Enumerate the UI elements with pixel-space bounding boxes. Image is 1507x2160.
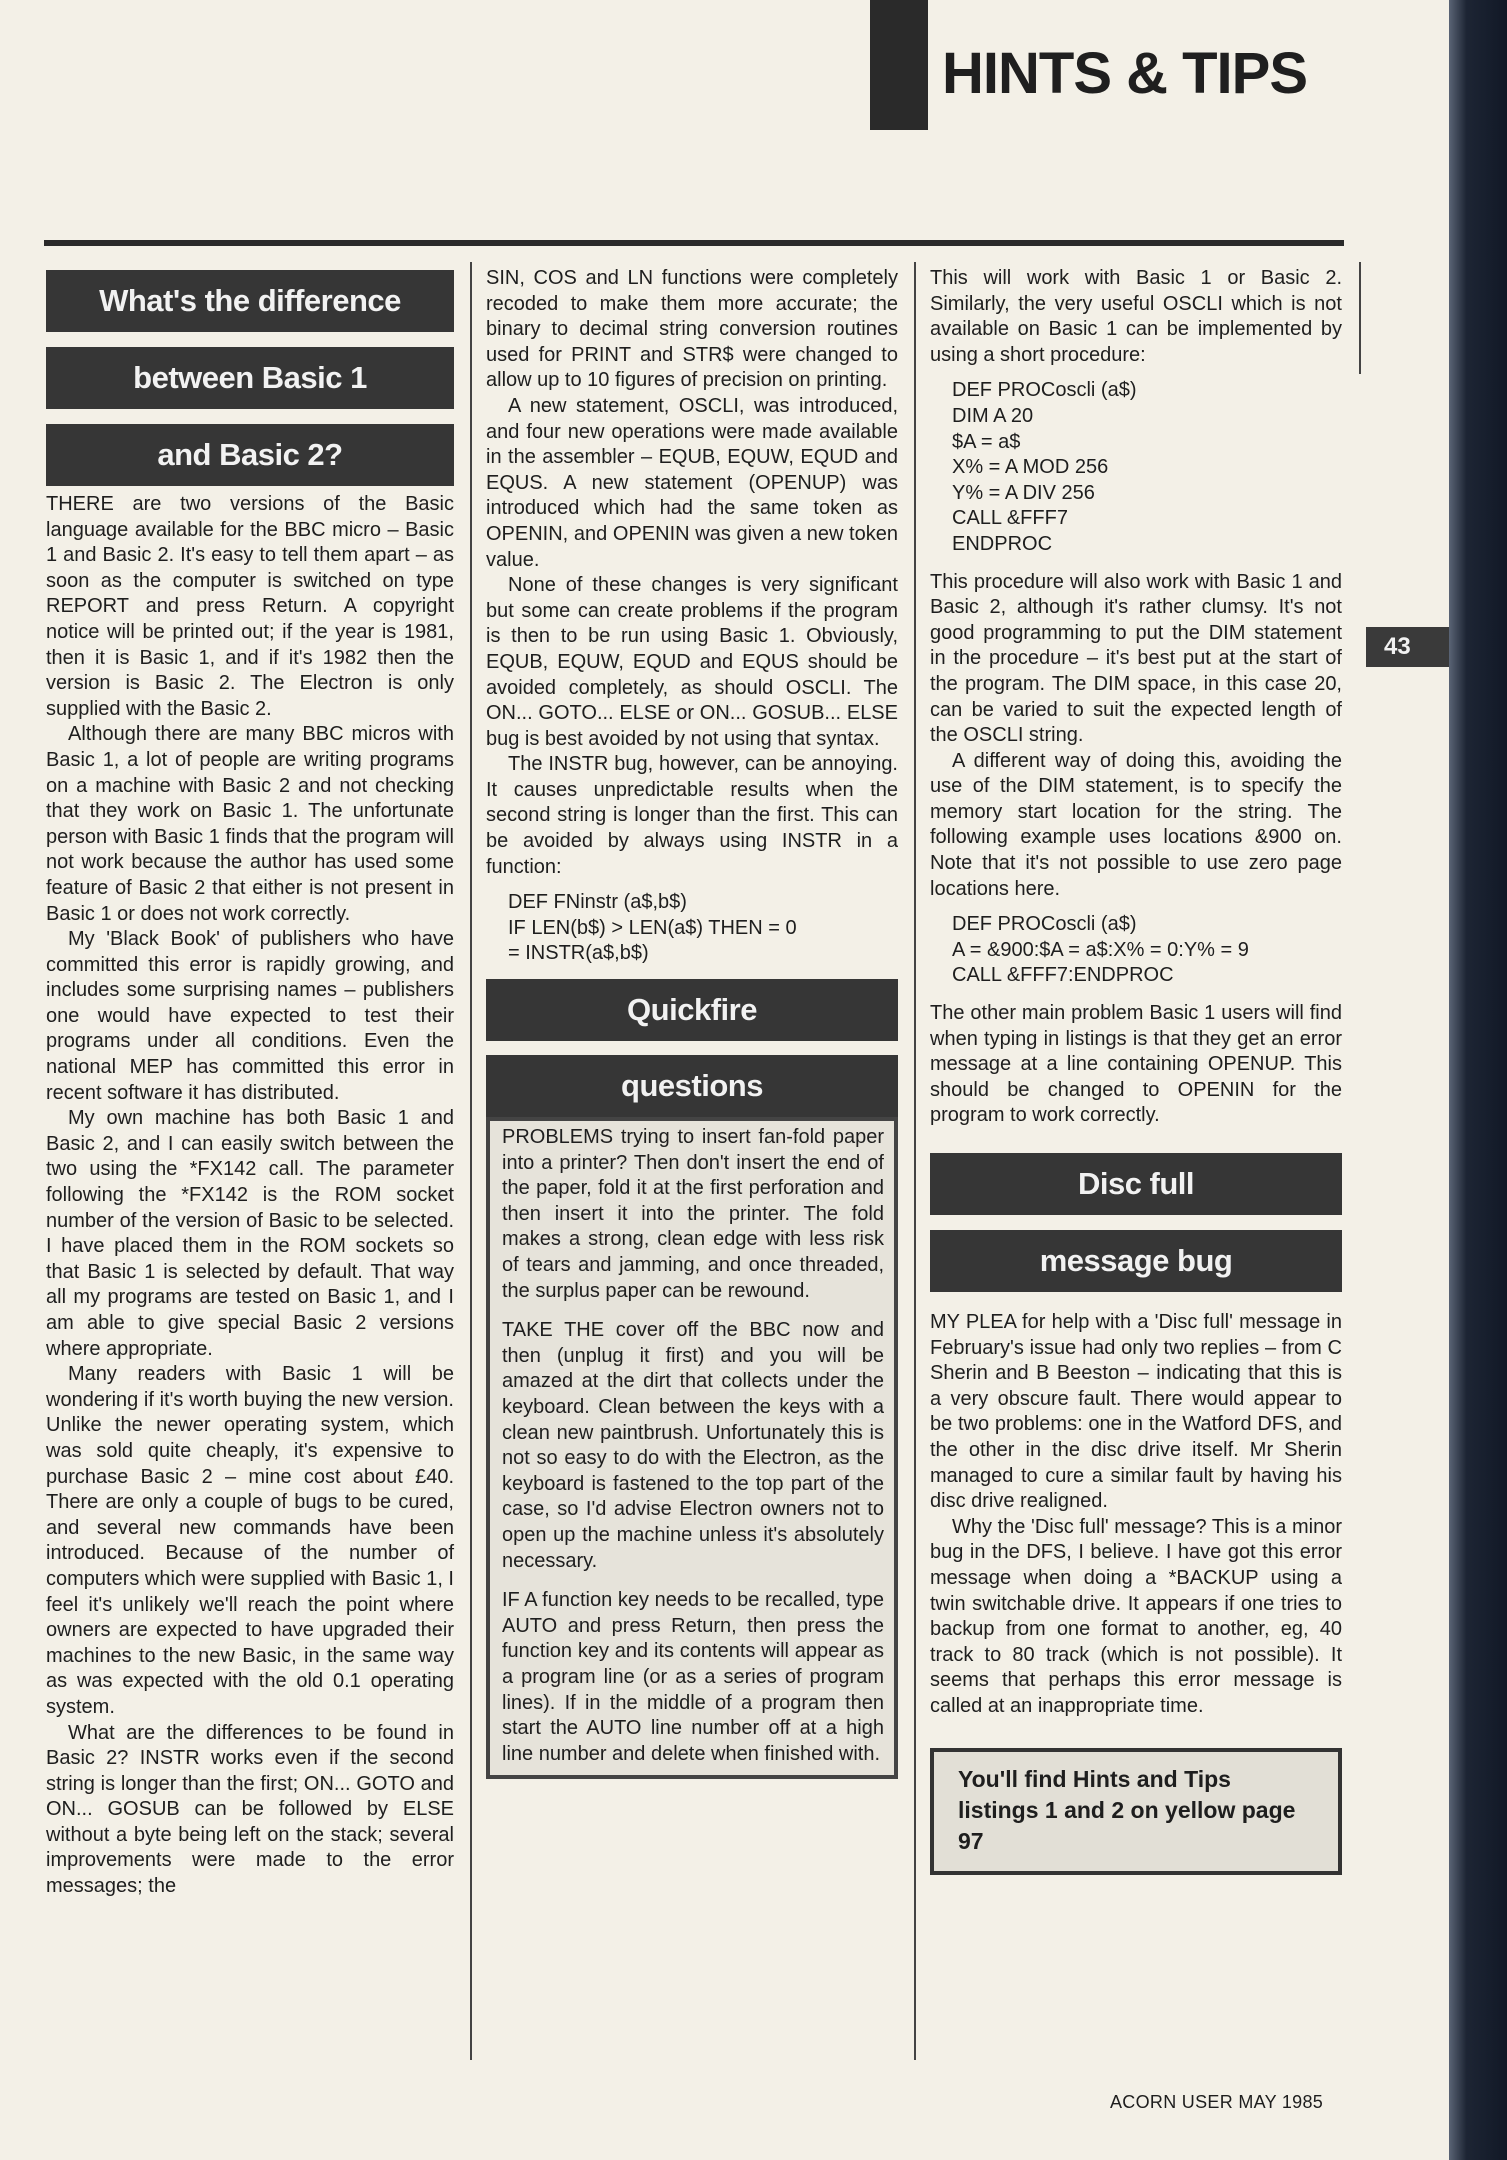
code-line: DEF FNinstr (a$,b$) (508, 891, 687, 914)
magazine-spine-edge (1449, 0, 1507, 2160)
paragraph: A new statement, OSCLI, was introduced, and four new operations were made available in the assembler – EQUB, EQUW, EQUD and EQUS. A new statement (OPENUP) was introduced which had the same token as OPENIN, and OPENIN was given a new token value. (486, 394, 898, 571)
code-line: DEF PROCoscli (a$) (952, 913, 1137, 936)
code-line: A = &900:$A = a$:X% = 0:Y% = 9 (952, 938, 1249, 961)
paragraph: The other main problem Basic 1 users will find when typing in listings is that they get an error message at a line containing OPENUP. This should be changed to OPENIN for the program to work correctly. (930, 1002, 1342, 1127)
quickfire-heading (486, 979, 898, 1117)
disc-full-heading: message bug (930, 1230, 1342, 1292)
code-line: DIM A 20 (952, 404, 1034, 427)
paragraph: Why the 'Disc full' message? This is a minor bug in the DFS, I believe. I have got this error message when doing a *BACKUP using a twin switchable drive. It appears if one tries to backup from one format to another, eg, 40 track to 80 track (which is not possible). It seems that perhaps this error message is called at an inappropriate time. (930, 1515, 1342, 1717)
header-rule (44, 240, 1344, 246)
article-heading: and Basic 2? (46, 424, 454, 486)
column-divider (1359, 262, 1361, 374)
code-line: $A = a$ (952, 430, 1021, 453)
article-heading: between Basic 1 (46, 347, 454, 409)
paragraph: This procedure will also work with Basic 1 and Basic 2, although it's rather clumsy. It's not good programming to put the DIM statement in the procedure – it's best put at the start of the program. The DIM space, in this case 20, can be varied to suit the expected length of the OSCLI string. (930, 570, 1342, 747)
paragraph: None of these changes is very significant but some can create problems if the program is then to be run using Basic 1. Obviously, EQUB, EQUW, EQUD and EQUS should be avoided completely, as should OSCLI. The ON... GOTO... ELSE or ON... GOSUB... ELSE bug is best avoided by not using that syntax. (486, 574, 898, 750)
paragraph: Although there are many BBC micros with Basic 1, a lot of people are writing programs on a machine with Basic 2 and not checking that they work on Basic 1. The unfortunate person with Basic 1 finds that the program will not work because the author has used some feature of Basic 2 that either is not present in Basic 1 or does not work correctly. (46, 723, 454, 925)
page-number: 43 (1366, 627, 1449, 667)
column-divider (914, 262, 916, 2060)
column-2 (486, 266, 898, 1779)
paragraph: What are the differences to be found in Basic 2? INSTR works even if the second string is longer than the first; ON... GOTO and ON... GOSUB can be followed by ELSE without a byte being left on the stack; several improvements were made to the error messages; the (46, 1721, 454, 1898)
quickfire-tip: IF A function key needs to be recalled, type AUTO and press Return, then press the function key and its contents will appear as a program line (or as a series of program lines). If in the middle of a program then start the AUTO line number off at a high line number and delete when finished with. (502, 1589, 884, 1765)
column-1 (46, 270, 454, 1900)
paragraph: Many readers with Basic 1 will be wondering if it's worth buying the new version. Unlike the newer operating system, which was sold quite cheaply, it's expensive to purchase Basic 2 – mine cost about £40. There are only a couple of bugs to be cured, and several new commands have been introduced. Because of the number of computers which were supplied with Basic 1, I feel it's unlikely we'll reach the point where owners are expected to have upgraded their machines to the new Basic, in the same way as was expected with the old 0.1 operating system. (46, 1363, 454, 1718)
code-line: X% = A MOD 256 (952, 456, 1109, 479)
code-line: IF LEN(b$) > LEN(a$) THEN = 0 (508, 916, 797, 939)
column-divider (470, 262, 472, 2060)
code-listing (930, 378, 1342, 557)
column-3 (930, 266, 1342, 1875)
paragraph: SIN, COS and LN functions were completely recoded to make them more accurate; the binary to decimal string conversion routines used for PRINT and STR$ were changed to allow up to 10 figures of precision on printing. (486, 267, 898, 392)
quickfire-heading-line: questions (486, 1055, 898, 1117)
code-line: DEF PROCoscli (a$) (952, 379, 1137, 402)
quickfire-box (486, 1117, 898, 1779)
code-line: CALL &FFF7 (952, 507, 1068, 530)
section-masthead: HINTS & TIPS (942, 41, 1308, 106)
paragraph: This will work with Basic 1 or Basic 2. Similarly, the very useful OSCLI which is not available on Basic 1 can be implemented by using a short procedure: (930, 267, 1342, 366)
quickfire-tip: TAKE THE cover off the BBC now and then (unplug it first) and you will be amazed at the dirt that collects under the keyboard. Clean between the keys with a clean new paintbrush. Unfortunately this is not so easy to do with the Electron, as the keyboard is fastened to the top part of the case, so I'd advise Electron owners not to open up the machine unless it's absolutely necessary. (502, 1319, 884, 1572)
paragraph: MY PLEA for help with a 'Disc full' message in February's issue had only two replies – from C Sherin and B Beeston – indicating that this is a very obscure fault. There would appear to be two problems: one in the Watford DFS, and the other in the disc drive itself. Mr Sherin managed to cure a similar fault by having his disc drive realigned. (930, 1311, 1342, 1513)
page-footer: ACORN USER MAY 1985 (1110, 2092, 1324, 2112)
article-heading: What's the difference (46, 270, 454, 332)
listings-note-box: You'll find Hints and Tips listings 1 and 2 on yellow page 97 (930, 1748, 1342, 1875)
code-listing (930, 912, 1342, 989)
quickfire-heading-line: Quickfire (486, 979, 898, 1041)
code-listing (486, 890, 898, 967)
code-line: CALL &FFF7:ENDPROC (952, 964, 1174, 987)
masthead-block (870, 0, 928, 130)
paragraph: THERE are two versions of the Basic language available for the BBC micro – Basic 1 and Basic 2. It's easy to tell them apart – as soon as the computer is switched on type REPORT and press Return. A copyright notice will be printed out; if the year is 1981, then it is Basic 1, and if it's 1982 then the version is Basic 2. The Electron is only supplied with the Basic 2. (46, 493, 454, 720)
disc-full-heading: Disc full (930, 1153, 1342, 1215)
paragraph: A different way of doing this, avoiding the use of the DIM statement, is to specify the memory start location for the string. The following example uses locations &900 on. Note that it's not possible to use zero page locations here. (930, 749, 1342, 900)
paragraph: My 'Black Book' of publishers who have committed this error is rapidly growing, and includes some surprising names – publishers one would have expected to test their programs under all conditions. Even the national MEP has committed this error in recent software it has distributed. (46, 928, 454, 1104)
quickfire-tip: PROBLEMS trying to insert fan-fold paper into a printer? Then don't insert the end of the paper, fold it at the first perforation and then insert it into the printer. The fold makes a strong, clean edge with less risk of tears and jamming, and once threaded, the surplus paper can be rewound. (502, 1126, 884, 1302)
code-line: ENDPROC (952, 532, 1053, 555)
code-line: Y% = A DIV 256 (952, 481, 1095, 504)
paragraph: The INSTR bug, however, can be annoying. It causes unpredictable results when the second string is longer than the first. This can be avoided by always using INSTR in a function: (486, 753, 898, 878)
paragraph: My own machine has both Basic 1 and Basic 2, and I can easily switch between the two using the *FX142 call. The parameter following the *FX142 is the ROM socket number of the version of Basic to be selected. I have placed them in the ROM sockets so that Basic 1 is selected by default. That way all my programs are tested on Basic 1, and I am able to give special Basic 2 versions where appropriate. (46, 1107, 454, 1360)
code-line: = INSTR(a$,b$) (508, 942, 649, 965)
